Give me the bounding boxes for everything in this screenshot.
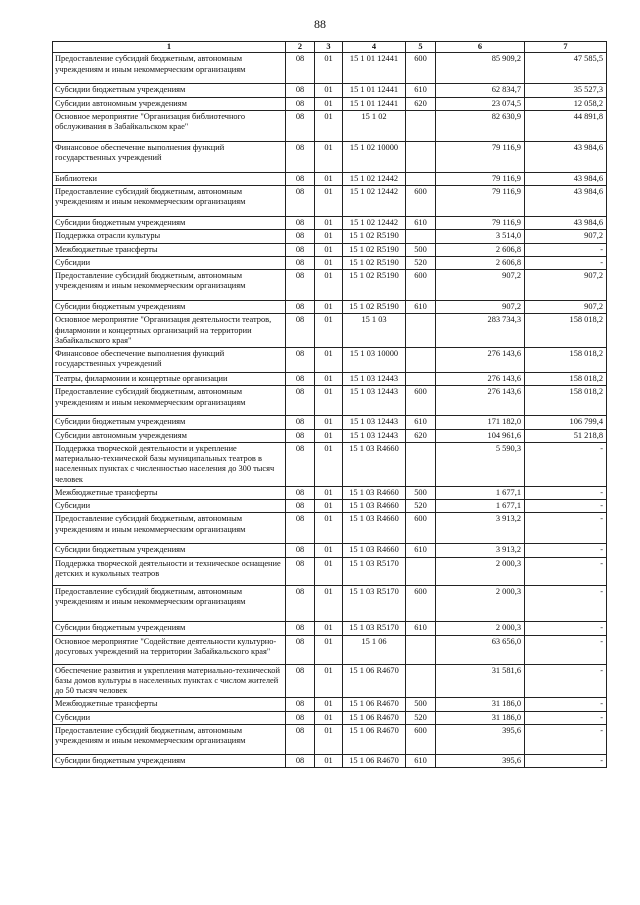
row-name: Субсидии	[53, 711, 286, 724]
expense-type-code	[406, 557, 436, 585]
subsection-code: 01	[315, 486, 343, 499]
target-article-code: 15 1 02 10000	[343, 141, 406, 172]
row-name: Субсидии бюджетным учреждениям	[53, 301, 286, 314]
amount-approved: 276 143,6	[436, 373, 525, 386]
row-name: Обеспечение развития и укрепления материально-технической базы домов культуры в населенных пунктах с числом жителей до 50 тысяч человек	[53, 664, 286, 698]
amount-executed: 43 984,6	[525, 186, 607, 217]
expense-type-code: 600	[406, 53, 436, 84]
expense-type-code: 600	[406, 585, 436, 621]
expense-type-code: 600	[406, 270, 436, 301]
budget-table	[52, 41, 607, 768]
row-name: Театры, филармонии и концертные организации	[53, 373, 286, 386]
target-article-code: 15 1 03 12443	[343, 386, 406, 416]
section-code: 08	[286, 429, 315, 442]
amount-approved: 82 630,9	[436, 110, 525, 141]
amount-executed: 158 018,2	[525, 386, 607, 416]
expense-type-code: 610	[406, 416, 436, 429]
row-name: Межбюджетные трансферты	[53, 243, 286, 256]
row-name: Предоставление субсидий бюджетным, автономным учреждениям и иным некоммерческим организациям	[53, 53, 286, 84]
expense-type-code: 610	[406, 621, 436, 635]
expense-type-code	[406, 664, 436, 698]
amount-approved: 907,2	[436, 301, 525, 314]
column-header: 1	[53, 42, 286, 53]
row-name: Поддержка творческой деятельности и техническое оснащение детских и кукольных театров	[53, 557, 286, 585]
amount-approved: 3 514,0	[436, 230, 525, 243]
table-row	[53, 386, 607, 416]
table-row	[53, 442, 607, 486]
table-row	[53, 544, 607, 557]
table-row	[53, 110, 607, 141]
row-name: Основное мероприятие "Содействие деятельности культурно-досуговых учреждений на территории Забайкальского края"	[53, 635, 286, 664]
amount-executed: -	[525, 635, 607, 664]
subsection-code: 01	[315, 544, 343, 557]
target-article-code: 15 1 03 12443	[343, 429, 406, 442]
amount-executed: -	[525, 544, 607, 557]
expense-type-code: 500	[406, 486, 436, 499]
amount-executed: 43 984,6	[525, 141, 607, 172]
amount-approved: 79 116,9	[436, 172, 525, 185]
table-row	[53, 754, 607, 767]
table-header-row	[53, 42, 607, 53]
amount-executed: -	[525, 754, 607, 767]
target-article-code: 15 1 06 R4670	[343, 724, 406, 754]
section-code: 08	[286, 230, 315, 243]
amount-executed: 907,2	[525, 301, 607, 314]
amount-executed: 51 218,8	[525, 429, 607, 442]
section-code: 08	[286, 724, 315, 754]
subsection-code: 01	[315, 429, 343, 442]
row-name: Субсидии бюджетным учреждениям	[53, 217, 286, 230]
table-row	[53, 256, 607, 269]
expense-type-code	[406, 442, 436, 486]
table-row	[53, 97, 607, 110]
table-row	[53, 416, 607, 429]
subsection-code: 01	[315, 217, 343, 230]
amount-approved: 79 116,9	[436, 217, 525, 230]
amount-executed: 907,2	[525, 270, 607, 301]
expense-type-code: 620	[406, 429, 436, 442]
target-article-code: 15 1 01 12441	[343, 97, 406, 110]
subsection-code: 01	[315, 243, 343, 256]
expense-type-code: 610	[406, 217, 436, 230]
amount-executed: 43 984,6	[525, 217, 607, 230]
amount-approved: 63 656,0	[436, 635, 525, 664]
table-row	[53, 664, 607, 698]
expense-type-code	[406, 635, 436, 664]
section-code: 08	[286, 635, 315, 664]
target-article-code: 15 1 02 R5190	[343, 270, 406, 301]
subsection-code: 01	[315, 301, 343, 314]
amount-approved: 85 909,2	[436, 53, 525, 84]
subsection-code: 01	[315, 416, 343, 429]
target-article-code: 15 1 03 12443	[343, 416, 406, 429]
row-name: Финансовое обеспечение выполнения функций государственных учреждений	[53, 141, 286, 172]
table-row	[53, 500, 607, 513]
target-article-code: 15 1 06 R4670	[343, 754, 406, 767]
expense-type-code: 610	[406, 544, 436, 557]
table-row	[53, 314, 607, 348]
row-name: Основное мероприятие "Организация библиотечного обслуживания в Забайкальском крае"	[53, 110, 286, 141]
row-name: Субсидии бюджетным учреждениям	[53, 544, 286, 557]
target-article-code: 15 1 03 R5170	[343, 557, 406, 585]
amount-executed: 158 018,2	[525, 348, 607, 373]
target-article-code: 15 1 02 R5190	[343, 256, 406, 269]
table-row	[53, 172, 607, 185]
section-code: 08	[286, 53, 315, 84]
subsection-code: 01	[315, 513, 343, 544]
expense-type-code: 520	[406, 500, 436, 513]
section-code: 08	[286, 621, 315, 635]
table-row	[53, 186, 607, 217]
expense-type-code: 520	[406, 711, 436, 724]
table-row	[53, 513, 607, 544]
target-article-code: 15 1 03 R5170	[343, 621, 406, 635]
amount-approved: 3 913,2	[436, 513, 525, 544]
section-code: 08	[286, 84, 315, 97]
amount-approved: 276 143,6	[436, 348, 525, 373]
section-code: 08	[286, 486, 315, 499]
table-row	[53, 53, 607, 84]
table-row	[53, 724, 607, 754]
subsection-code: 01	[315, 186, 343, 217]
subsection-code: 01	[315, 256, 343, 269]
subsection-code: 01	[315, 386, 343, 416]
section-code: 08	[286, 664, 315, 698]
table-row	[53, 373, 607, 386]
expense-type-code	[406, 373, 436, 386]
expense-type-code: 500	[406, 698, 436, 711]
expense-type-code	[406, 172, 436, 185]
section-code: 08	[286, 186, 315, 217]
amount-approved: 1 677,1	[436, 500, 525, 513]
target-article-code: 15 1 06 R4670	[343, 711, 406, 724]
table-row	[53, 698, 607, 711]
row-name: Субсидии бюджетным учреждениям	[53, 416, 286, 429]
expense-type-code	[406, 141, 436, 172]
target-article-code: 15 1 02	[343, 110, 406, 141]
amount-approved: 2 000,3	[436, 557, 525, 585]
row-name: Предоставление субсидий бюджетным, автономным учреждениям и иным некоммерческим организациям	[53, 386, 286, 416]
amount-approved: 79 116,9	[436, 186, 525, 217]
subsection-code: 01	[315, 664, 343, 698]
amount-executed: -	[525, 500, 607, 513]
amount-approved: 2 000,3	[436, 621, 525, 635]
subsection-code: 01	[315, 230, 343, 243]
amount-approved: 2 606,8	[436, 256, 525, 269]
amount-approved: 2 000,3	[436, 585, 525, 621]
section-code: 08	[286, 270, 315, 301]
row-name: Поддержка отрасли культуры	[53, 230, 286, 243]
target-article-code: 15 1 03 R4660	[343, 500, 406, 513]
row-name: Субсидии автономным учреждениям	[53, 97, 286, 110]
subsection-code: 01	[315, 141, 343, 172]
amount-approved: 5 590,3	[436, 442, 525, 486]
row-name: Финансовое обеспечение выполнения функций государственных учреждений	[53, 348, 286, 373]
row-name: Субсидии бюджетным учреждениям	[53, 754, 286, 767]
amount-executed: -	[525, 442, 607, 486]
table-row	[53, 141, 607, 172]
subsection-code: 01	[315, 442, 343, 486]
table-row	[53, 557, 607, 585]
amount-executed: -	[525, 256, 607, 269]
amount-approved: 23 074,5	[436, 97, 525, 110]
row-name: Поддержка творческой деятельности и укрепление материально-технической базы муниципальных театров в населенных пунктах с численностью населения до 300 тысяч человек	[53, 442, 286, 486]
section-code: 08	[286, 373, 315, 386]
amount-executed: -	[525, 243, 607, 256]
expense-type-code: 600	[406, 724, 436, 754]
amount-executed: 106 799,4	[525, 416, 607, 429]
section-code: 08	[286, 513, 315, 544]
table-row	[53, 270, 607, 301]
column-header: 4	[343, 42, 406, 53]
section-code: 08	[286, 698, 315, 711]
expense-type-code: 610	[406, 84, 436, 97]
target-article-code: 15 1 03 R4660	[343, 442, 406, 486]
expense-type-code: 620	[406, 97, 436, 110]
table-row	[53, 585, 607, 621]
section-code: 08	[286, 416, 315, 429]
target-article-code: 15 1 03 R4660	[343, 513, 406, 544]
target-article-code: 15 1 01 12441	[343, 84, 406, 97]
amount-executed: -	[525, 698, 607, 711]
amount-executed: 907,2	[525, 230, 607, 243]
subsection-code: 01	[315, 84, 343, 97]
row-name: Основное мероприятие "Организация деятельности театров, филармонии и концертных организаций на территории Забайкальского края"	[53, 314, 286, 348]
section-code: 08	[286, 348, 315, 373]
target-article-code: 15 1 03 12443	[343, 373, 406, 386]
amount-executed: 158 018,2	[525, 373, 607, 386]
amount-approved: 276 143,6	[436, 386, 525, 416]
page-number: 88	[314, 17, 326, 31]
row-name: Субсидии бюджетным учреждениям	[53, 621, 286, 635]
section-code: 08	[286, 585, 315, 621]
section-code: 08	[286, 256, 315, 269]
target-article-code: 15 1 02 12442	[343, 186, 406, 217]
row-name: Библиотеки	[53, 172, 286, 185]
amount-executed: -	[525, 621, 607, 635]
column-header: 7	[525, 42, 607, 53]
expense-type-code	[406, 110, 436, 141]
amount-approved: 31 186,0	[436, 711, 525, 724]
section-code: 08	[286, 442, 315, 486]
amount-approved: 283 734,3	[436, 314, 525, 348]
amount-executed: -	[525, 724, 607, 754]
amount-approved: 907,2	[436, 270, 525, 301]
amount-executed: 44 891,8	[525, 110, 607, 141]
row-name: Межбюджетные трансферты	[53, 698, 286, 711]
table-row	[53, 711, 607, 724]
amount-approved: 2 606,8	[436, 243, 525, 256]
expense-type-code: 610	[406, 301, 436, 314]
row-name: Предоставление субсидий бюджетным, автономным учреждениям и иным некоммерческим организациям	[53, 186, 286, 217]
subsection-code: 01	[315, 724, 343, 754]
column-header: 3	[315, 42, 343, 53]
target-article-code: 15 1 03 R4660	[343, 486, 406, 499]
expense-type-code: 600	[406, 386, 436, 416]
expense-type-code: 610	[406, 754, 436, 767]
amount-approved: 31 186,0	[436, 698, 525, 711]
section-code: 08	[286, 557, 315, 585]
subsection-code: 01	[315, 621, 343, 635]
section-code: 08	[286, 500, 315, 513]
subsection-code: 01	[315, 711, 343, 724]
row-name: Субсидии автономным учреждениям	[53, 429, 286, 442]
row-name: Межбюджетные трансферты	[53, 486, 286, 499]
section-code: 08	[286, 754, 315, 767]
amount-executed: -	[525, 486, 607, 499]
amount-approved: 395,6	[436, 724, 525, 754]
table-row	[53, 243, 607, 256]
row-name: Предоставление субсидий бюджетным, автономным учреждениям и иным некоммерческим организациям	[53, 270, 286, 301]
section-code: 08	[286, 110, 315, 141]
table-row	[53, 621, 607, 635]
amount-approved: 171 182,0	[436, 416, 525, 429]
expense-type-code: 520	[406, 256, 436, 269]
table-row	[53, 301, 607, 314]
amount-executed: 43 984,6	[525, 172, 607, 185]
target-article-code: 15 1 02 R5190	[343, 301, 406, 314]
amount-executed: 47 585,5	[525, 53, 607, 84]
subsection-code: 01	[315, 585, 343, 621]
target-article-code: 15 1 03	[343, 314, 406, 348]
target-article-code: 15 1 03 10000	[343, 348, 406, 373]
target-article-code: 15 1 06 R4670	[343, 698, 406, 711]
subsection-code: 01	[315, 270, 343, 301]
subsection-code: 01	[315, 348, 343, 373]
amount-executed: -	[525, 557, 607, 585]
row-name: Субсидии	[53, 500, 286, 513]
subsection-code: 01	[315, 314, 343, 348]
row-name: Предоставление субсидий бюджетным, автономным учреждениям и иным некоммерческим организациям	[53, 724, 286, 754]
amount-executed: 12 058,2	[525, 97, 607, 110]
section-code: 08	[286, 141, 315, 172]
expense-type-code	[406, 230, 436, 243]
amount-approved: 1 677,1	[436, 486, 525, 499]
target-article-code: 15 1 02 R5190	[343, 230, 406, 243]
table-row	[53, 217, 607, 230]
section-code: 08	[286, 544, 315, 557]
column-header: 2	[286, 42, 315, 53]
section-code: 08	[286, 172, 315, 185]
subsection-code: 01	[315, 53, 343, 84]
column-header: 5	[406, 42, 436, 53]
table-row	[53, 429, 607, 442]
expense-type-code	[406, 348, 436, 373]
row-name: Субсидии бюджетным учреждениям	[53, 84, 286, 97]
section-code: 08	[286, 314, 315, 348]
amount-approved: 3 913,2	[436, 544, 525, 557]
section-code: 08	[286, 243, 315, 256]
amount-approved: 62 834,7	[436, 84, 525, 97]
table-row	[53, 635, 607, 664]
amount-executed: -	[525, 711, 607, 724]
section-code: 08	[286, 217, 315, 230]
table-row	[53, 84, 607, 97]
expense-type-code: 600	[406, 186, 436, 217]
subsection-code: 01	[315, 635, 343, 664]
target-article-code: 15 1 03 R4660	[343, 544, 406, 557]
expense-type-code: 600	[406, 513, 436, 544]
amount-executed: 35 527,3	[525, 84, 607, 97]
subsection-code: 01	[315, 500, 343, 513]
target-article-code: 15 1 06 R4670	[343, 664, 406, 698]
row-name: Субсидии	[53, 256, 286, 269]
table-row	[53, 348, 607, 373]
target-article-code: 15 1 02 12442	[343, 172, 406, 185]
target-article-code: 15 1 02 R5190	[343, 243, 406, 256]
target-article-code: 15 1 01 12441	[343, 53, 406, 84]
target-article-code: 15 1 02 12442	[343, 217, 406, 230]
amount-approved: 31 581,6	[436, 664, 525, 698]
expense-type-code	[406, 314, 436, 348]
amount-executed: 158 018,2	[525, 314, 607, 348]
target-article-code: 15 1 06	[343, 635, 406, 664]
target-article-code: 15 1 03 R5170	[343, 585, 406, 621]
row-name: Предоставление субсидий бюджетным, автономным учреждениям и иным некоммерческим организациям	[53, 513, 286, 544]
section-code: 08	[286, 386, 315, 416]
subsection-code: 01	[315, 373, 343, 386]
table-row	[53, 486, 607, 499]
subsection-code: 01	[315, 172, 343, 185]
table-body	[53, 53, 607, 768]
amount-executed: -	[525, 585, 607, 621]
amount-approved: 104 961,6	[436, 429, 525, 442]
section-code: 08	[286, 301, 315, 314]
row-name: Предоставление субсидий бюджетным, автономным учреждениям и иным некоммерческим организациям	[53, 585, 286, 621]
amount-executed: -	[525, 513, 607, 544]
expense-type-code: 500	[406, 243, 436, 256]
subsection-code: 01	[315, 754, 343, 767]
column-header: 6	[436, 42, 525, 53]
subsection-code: 01	[315, 557, 343, 585]
subsection-code: 01	[315, 97, 343, 110]
table-row	[53, 230, 607, 243]
subsection-code: 01	[315, 110, 343, 141]
amount-approved: 395,6	[436, 754, 525, 767]
section-code: 08	[286, 711, 315, 724]
amount-approved: 79 116,9	[436, 141, 525, 172]
section-code: 08	[286, 97, 315, 110]
amount-executed: -	[525, 664, 607, 698]
subsection-code: 01	[315, 698, 343, 711]
